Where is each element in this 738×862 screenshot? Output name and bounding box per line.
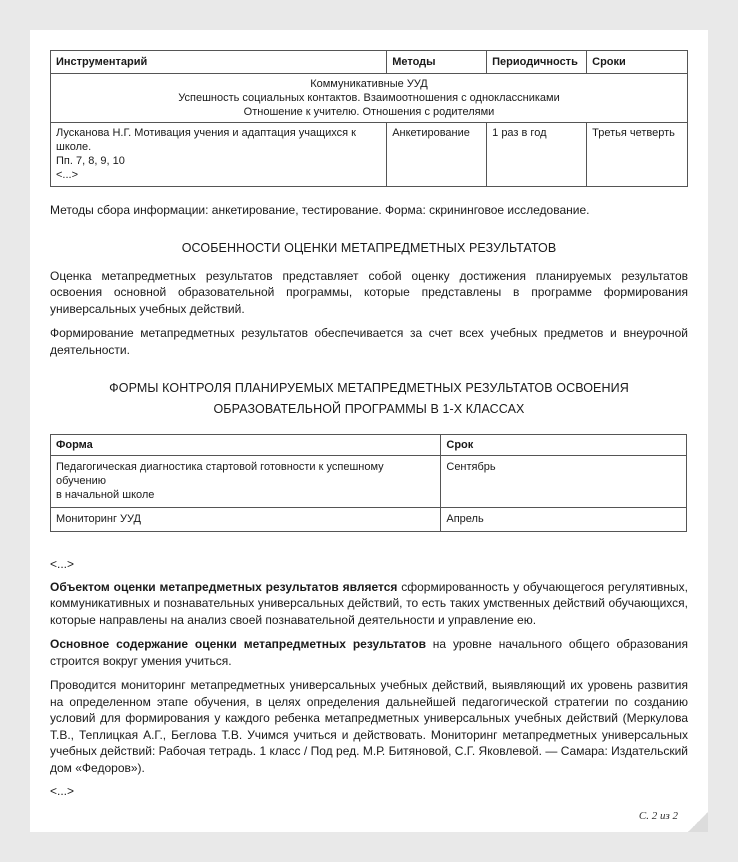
paragraph-formation: Формирование метапредметных результатов обеспечивается за счет всех учебных предметов и внеурочной деятельности. [50, 326, 688, 357]
form-cell: Мониторинг УУД [51, 508, 441, 532]
paragraph-assessment-object [50, 579, 688, 629]
frequency-cell: 1 раз в год [487, 123, 587, 187]
table-row [51, 456, 687, 508]
page-content [50, 50, 688, 800]
table-header-row [51, 51, 688, 74]
form-cell [51, 456, 441, 508]
group-subtitle-1: Успешность социальных контактов. Взаимоотношения с одноклассниками [178, 92, 560, 104]
column-header-terms: Сроки [587, 51, 688, 74]
ellipsis-marker-end: <...> [50, 784, 75, 798]
page-corner-fold [688, 812, 708, 832]
group-title: Коммуникативные УУД [310, 78, 428, 90]
tool-line-3: <...> [56, 169, 79, 181]
page-number: С. 2 из 2 [638, 810, 678, 822]
tool-line-2: Пп. 7, 8, 9, 10 [56, 155, 125, 167]
group-subtitle-2: Отношение к учителю. Отношения с родителями [243, 106, 495, 118]
table-group-row [51, 74, 688, 123]
term-cell: Третья четверть [587, 123, 688, 187]
term-cell: Апрель [441, 508, 687, 532]
column-header-tools: Инструментарий [51, 51, 387, 74]
form-line-2: в начальной школе [56, 489, 155, 501]
methods-paragraph: Методы сбора информации: анкетирование, тестирование. Форма: скрининговое исследование. [50, 203, 590, 217]
column-header-term: Срок [441, 435, 687, 456]
ellipsis-marker: <...> [50, 557, 75, 571]
column-header-form: Форма [51, 435, 441, 456]
group-heading-cell [51, 74, 688, 123]
paragraph-body: на уровне начального общего образования строится вокруг умения учиться. [50, 637, 689, 668]
section-heading-2 [50, 378, 688, 420]
method-cell: Анкетирование [387, 123, 487, 187]
communicative-uud-table [50, 50, 688, 187]
table-row [51, 508, 687, 532]
document-page [30, 30, 708, 832]
tool-cell [51, 123, 387, 187]
term-cell: Сентябрь [441, 456, 687, 508]
bold-lead-in: Основное содержание оценки метапредметных результатов [50, 637, 426, 651]
section-heading-2-line-2: ОБРАЗОВАТЕЛЬНОЙ ПРОГРАММЫ В 1-Х КЛАССАХ [213, 402, 525, 416]
control-forms-table [50, 434, 687, 532]
paragraph-assessment: Оценка метапредметных результатов представляет собой оценку достижения планируемых результатов освоения основной образовательной программы, которые представлены в программе формирования универсальных учебных действий. [50, 268, 688, 316]
paragraph-body: сформированность у обучающегося регулятивных, коммуникативных и познавательных универсальных действий, то есть таких умственных действий обучающихся, которые направлены на анализ своей познавательной деятельности и управление ею. [50, 579, 688, 627]
paragraph-main-content [50, 636, 688, 669]
column-header-methods: Методы [387, 51, 487, 74]
section-heading-1: ОСОБЕННОСТИ ОЦЕНКИ МЕТАПРЕДМЕТНЫХ РЕЗУЛЬТАТОВ [181, 240, 557, 255]
section-heading-2-line-1: ФОРМЫ КОНТРОЛЯ ПЛАНИРУЕМЫХ МЕТАПРЕДМЕТНЫХ РЕЗУЛЬТАТОВ ОСВОЕНИЯ [109, 381, 629, 395]
paragraph-monitoring: Проводится мониторинг метапредметных универсальных учебных действий, выявляющий их уровень развития на определенном этапе обучения, в целях определения дальнейшей педагогической стратегии по созданию условий для формирования у каждого ребенка метапредметных универсальных учебных действий (Меркулова Т.В., Теплицкая А.Г., Беглова Т.В. Учимся учиться и действовать. Мониторинг метапредметных универсальных учебных действий: Рабочая тетрадь. 1 класс / Под ред. М.Р. Битяновой, С.Г. Яковлевой. — Самара: Издательский дом «Федоров»). [50, 678, 688, 775]
column-header-frequency: Периодичность [487, 51, 587, 74]
bold-lead-in: Объектом оценки метапредметных результатов является [50, 579, 398, 594]
form-line-1: Педагогическая диагностика стартовой готовности к успешному обучению [56, 461, 384, 487]
table-row [51, 123, 688, 187]
tool-line-1: Лусканова Н.Г. Мотивация учения и адаптация учащихся к школе. [56, 127, 356, 153]
table-header-row [51, 435, 687, 456]
